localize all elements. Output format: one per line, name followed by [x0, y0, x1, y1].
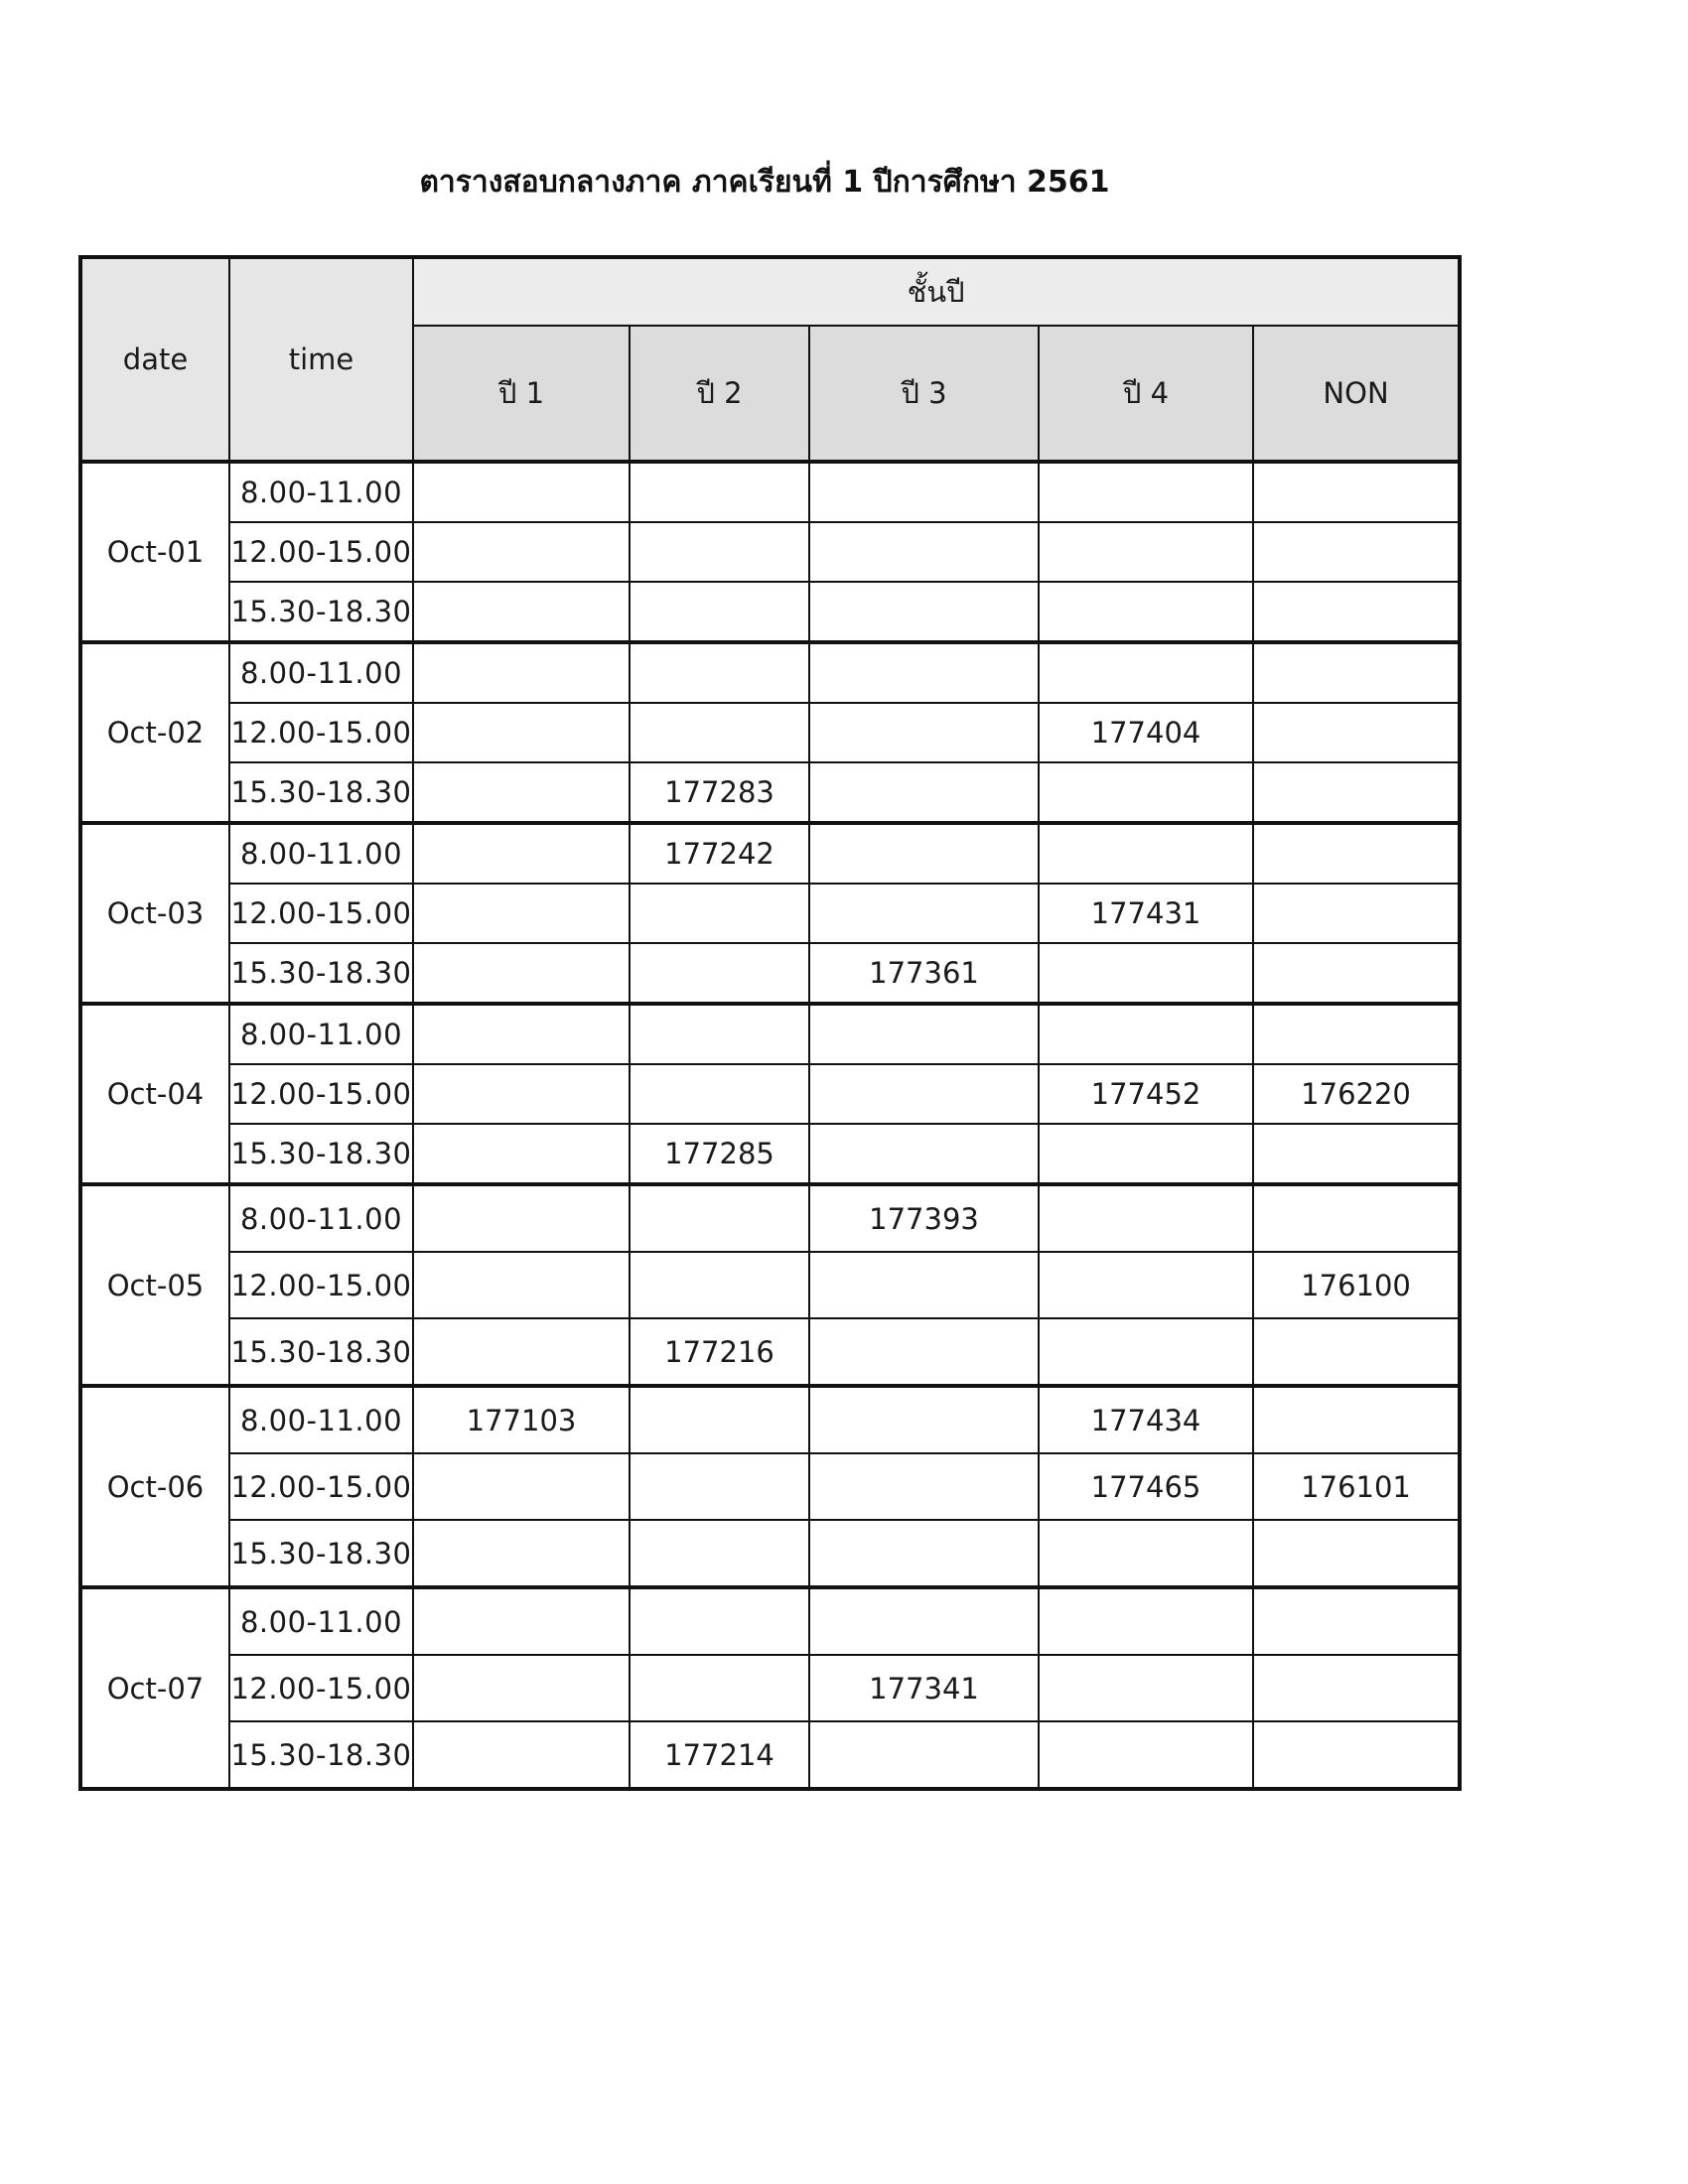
course-code-cell	[809, 703, 1039, 762]
time-cell: 8.00-11.00	[229, 823, 413, 884]
header-year-2: ปี 2	[630, 326, 809, 462]
date-cell: Oct-01	[80, 462, 229, 642]
course-code-cell	[809, 1064, 1039, 1124]
course-code-cell	[413, 943, 630, 1004]
course-code-cell	[1039, 1587, 1253, 1655]
date-cell: Oct-07	[80, 1587, 229, 1789]
date-cell: Oct-05	[80, 1184, 229, 1386]
time-cell: 12.00-15.00	[229, 522, 413, 582]
course-code-cell	[1253, 703, 1460, 762]
course-code-cell	[1253, 1520, 1460, 1587]
course-code-cell	[413, 1184, 630, 1252]
table-row	[80, 1124, 1460, 1184]
course-code-cell	[1039, 1318, 1253, 1386]
course-code-cell	[413, 1252, 630, 1318]
course-code-cell	[809, 1124, 1039, 1184]
table-row	[80, 762, 1460, 823]
table-row	[80, 1587, 1460, 1655]
course-code-cell	[1253, 823, 1460, 884]
course-code-cell	[1039, 943, 1253, 1004]
course-code-cell: 177103	[413, 1386, 630, 1453]
course-code-cell	[1039, 1252, 1253, 1318]
course-code-cell	[413, 1655, 630, 1721]
course-code-cell	[809, 1004, 1039, 1064]
course-code-cell: 177283	[630, 762, 809, 823]
header-date: date	[80, 257, 229, 462]
course-code-cell	[630, 943, 809, 1004]
table-row	[80, 1184, 1460, 1252]
course-code-cell	[1039, 522, 1253, 582]
course-code-cell	[1039, 823, 1253, 884]
course-code-cell: 177361	[809, 943, 1039, 1004]
course-code-cell	[809, 582, 1039, 642]
course-code-cell: 176220	[1253, 1064, 1460, 1124]
course-code-cell	[809, 1318, 1039, 1386]
course-code-cell	[413, 1004, 630, 1064]
course-code-cell: 177452	[1039, 1064, 1253, 1124]
course-code-cell	[1039, 462, 1253, 522]
course-code-cell	[809, 1587, 1039, 1655]
course-code-cell: 177404	[1039, 703, 1253, 762]
time-cell: 15.30-18.30	[229, 943, 413, 1004]
header-year-3: ปี 3	[809, 326, 1039, 462]
exam-schedule-table	[78, 255, 1462, 1791]
course-code-cell	[809, 1453, 1039, 1520]
header-year-1: ปี 1	[413, 326, 630, 462]
course-code-cell: 177285	[630, 1124, 809, 1184]
course-code-cell	[809, 1386, 1039, 1453]
course-code-cell	[413, 1721, 630, 1789]
course-code-cell	[809, 823, 1039, 884]
time-cell: 15.30-18.30	[229, 762, 413, 823]
course-code-cell	[1039, 1184, 1253, 1252]
table-row	[80, 1064, 1460, 1124]
course-code-cell	[1253, 1721, 1460, 1789]
course-code-cell: 177216	[630, 1318, 809, 1386]
time-cell: 15.30-18.30	[229, 1721, 413, 1789]
time-cell: 12.00-15.00	[229, 1252, 413, 1318]
course-code-cell: 177431	[1039, 884, 1253, 943]
table-row	[80, 1520, 1460, 1587]
course-code-cell: 177242	[630, 823, 809, 884]
table-row	[80, 642, 1460, 703]
date-cell: Oct-03	[80, 823, 229, 1004]
course-code-cell	[630, 1004, 809, 1064]
course-code-cell	[413, 1587, 630, 1655]
course-code-cell	[1253, 642, 1460, 703]
course-code-cell	[413, 582, 630, 642]
course-code-cell	[1039, 762, 1253, 823]
time-cell: 15.30-18.30	[229, 1520, 413, 1587]
course-code-cell	[413, 1124, 630, 1184]
time-cell: 15.30-18.30	[229, 582, 413, 642]
course-code-cell	[1039, 1004, 1253, 1064]
header-non: NON	[1253, 326, 1460, 462]
course-code-cell	[630, 1184, 809, 1252]
course-code-cell	[413, 462, 630, 522]
table-row	[80, 823, 1460, 884]
course-code-cell: 177393	[809, 1184, 1039, 1252]
course-code-cell	[809, 1252, 1039, 1318]
course-code-cell	[1253, 462, 1460, 522]
table-row	[80, 1318, 1460, 1386]
header-year-level: ชั้นปี	[413, 257, 1460, 326]
table-row	[80, 1386, 1460, 1453]
course-code-cell	[630, 1655, 809, 1721]
course-code-cell	[1039, 1124, 1253, 1184]
course-code-cell	[1253, 1124, 1460, 1184]
course-code-cell	[809, 1520, 1039, 1587]
course-code-cell	[630, 1386, 809, 1453]
time-cell: 12.00-15.00	[229, 1655, 413, 1721]
course-code-cell	[1253, 522, 1460, 582]
table-row	[80, 1655, 1460, 1721]
course-code-cell	[630, 522, 809, 582]
course-code-cell	[1039, 642, 1253, 703]
course-code-cell	[809, 462, 1039, 522]
course-code-cell	[413, 522, 630, 582]
course-code-cell	[1039, 1520, 1253, 1587]
course-code-cell	[1253, 943, 1460, 1004]
table-row	[80, 1004, 1460, 1064]
table-row	[80, 1721, 1460, 1789]
course-code-cell	[809, 522, 1039, 582]
course-code-cell	[413, 823, 630, 884]
course-code-cell	[413, 1318, 630, 1386]
course-code-cell	[809, 884, 1039, 943]
course-code-cell: 177465	[1039, 1453, 1253, 1520]
course-code-cell	[413, 703, 630, 762]
date-cell: Oct-04	[80, 1004, 229, 1184]
course-code-cell	[1253, 1386, 1460, 1453]
time-cell: 8.00-11.00	[229, 1184, 413, 1252]
course-code-cell: 177341	[809, 1655, 1039, 1721]
time-cell: 15.30-18.30	[229, 1318, 413, 1386]
course-code-cell	[630, 703, 809, 762]
course-code-cell	[413, 1064, 630, 1124]
table-row	[80, 1252, 1460, 1318]
table-row	[80, 462, 1460, 522]
course-code-cell	[1253, 1587, 1460, 1655]
course-code-cell	[809, 762, 1039, 823]
time-cell: 12.00-15.00	[229, 1453, 413, 1520]
time-cell: 8.00-11.00	[229, 642, 413, 703]
time-cell: 12.00-15.00	[229, 884, 413, 943]
course-code-cell	[630, 582, 809, 642]
date-cell: Oct-02	[80, 642, 229, 823]
course-code-cell: 177434	[1039, 1386, 1253, 1453]
course-code-cell	[630, 1064, 809, 1124]
course-code-cell	[630, 642, 809, 703]
course-code-cell	[413, 642, 630, 703]
time-cell: 12.00-15.00	[229, 1064, 413, 1124]
course-code-cell	[630, 462, 809, 522]
time-cell: 12.00-15.00	[229, 703, 413, 762]
time-cell: 8.00-11.00	[229, 1386, 413, 1453]
course-code-cell	[809, 642, 1039, 703]
course-code-cell: 176100	[1253, 1252, 1460, 1318]
time-cell: 8.00-11.00	[229, 1587, 413, 1655]
date-cell: Oct-06	[80, 1386, 229, 1587]
header-year-4: ปี 4	[1039, 326, 1253, 462]
course-code-cell	[1253, 1184, 1460, 1252]
course-code-cell: 176101	[1253, 1453, 1460, 1520]
course-code-cell	[630, 1453, 809, 1520]
time-cell: 15.30-18.30	[229, 1124, 413, 1184]
course-code-cell	[413, 1453, 630, 1520]
course-code-cell	[630, 1252, 809, 1318]
course-code-cell	[809, 1721, 1039, 1789]
time-cell: 8.00-11.00	[229, 1004, 413, 1064]
course-code-cell	[1253, 1004, 1460, 1064]
course-code-cell	[630, 1520, 809, 1587]
table-row	[80, 943, 1460, 1004]
course-code-cell	[1253, 762, 1460, 823]
course-code-cell	[1039, 1721, 1253, 1789]
course-code-cell: 177214	[630, 1721, 809, 1789]
course-code-cell	[630, 884, 809, 943]
table-row	[80, 703, 1460, 762]
table-row	[80, 884, 1460, 943]
course-code-cell	[1253, 1318, 1460, 1386]
table-row	[80, 1453, 1460, 1520]
course-code-cell	[413, 884, 630, 943]
course-code-cell	[1039, 1655, 1253, 1721]
time-cell: 8.00-11.00	[229, 462, 413, 522]
course-code-cell	[1253, 884, 1460, 943]
table-row	[80, 582, 1460, 642]
course-code-cell	[630, 1587, 809, 1655]
course-code-cell	[413, 1520, 630, 1587]
course-code-cell	[1253, 582, 1460, 642]
schedule-body	[80, 462, 1460, 1789]
page-title: ตารางสอบกลางภาค ภาคเรียนที่ 1 ปีการศึกษา 2561	[419, 165, 1110, 200]
course-code-cell	[1039, 582, 1253, 642]
header-time: time	[229, 257, 413, 462]
course-code-cell	[413, 762, 630, 823]
course-code-cell	[1253, 1655, 1460, 1721]
table-row	[80, 522, 1460, 582]
